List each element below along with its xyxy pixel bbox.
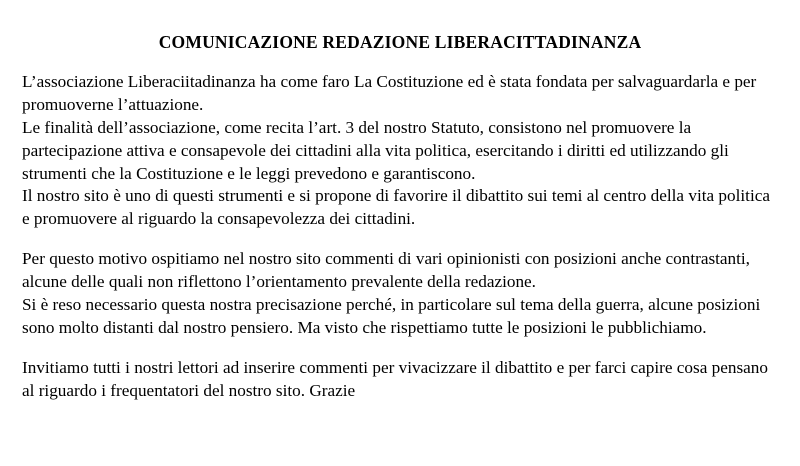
paragraph-block-3 bbox=[22, 357, 778, 403]
paragraph: Si è reso necessario questa nostra precisazione perché, in particolare sul tema della guerra, alcune posizioni sono molto distanti dal nostro pensiero. Ma visto che rispettiamo tutte le posizioni le pubblichiamo. bbox=[22, 294, 761, 337]
paragraph-block-2 bbox=[22, 248, 778, 340]
page-title: COMUNICAZIONE REDAZIONE LIBERACITTADINANZA bbox=[158, 32, 642, 52]
paragraph: L’associazione Liberaciitadinanza ha come faro La Costituzione ed è stata fondata per salvaguardarla e per promuoverne l’attuazione. bbox=[22, 72, 757, 114]
paragraph: Le finalità dell’associazione, come recita l’art. 3 del nostro Statuto, consistono nel promuovere la partecipazione attiva e consapevole dei cittadini alla vita politica, esercitando i diritti ed utilizzando gli strumenti che la Costituzione e le leggi prevedono e garantiscono. bbox=[22, 117, 729, 183]
paragraph: Per questo motivo ospitiamo nel nostro sito commenti di vari opinionisti con posizioni anche contrastanti, alcune delle quali non riflettono l’orientamento prevalente della redazione. bbox=[22, 249, 750, 291]
paragraph-block-1 bbox=[22, 71, 778, 231]
block-spacer bbox=[22, 340, 778, 357]
paragraph: Invitiamo tutti i nostri lettori ad inserire commenti per vivacizzare il dibattito e per farci capire cosa pensano al riguardo i frequentatori del nostro sito. Grazie bbox=[22, 357, 768, 400]
block-spacer bbox=[22, 231, 778, 248]
paragraph: Il nostro sito è uno di questi strumenti e si propone di favorire il dibattito sui temi al centro della vita politica e promuovere al riguardo la consapevolezza dei cittadini. bbox=[22, 186, 770, 229]
